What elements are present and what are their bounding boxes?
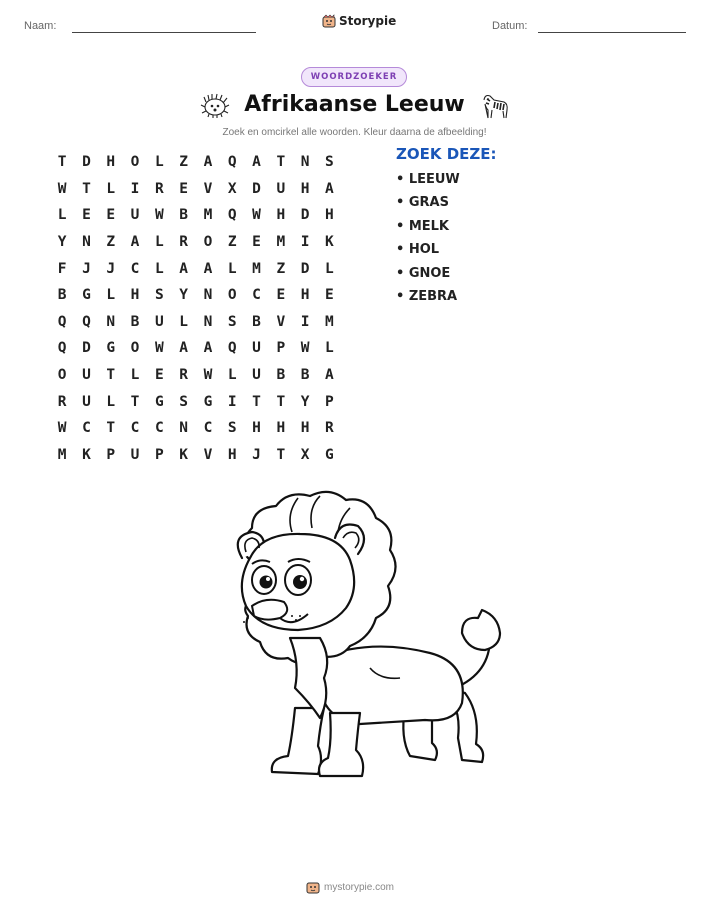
name-label: Naam: [24,20,57,32]
grid-letter[interactable]: C [130,420,140,437]
grid-letter[interactable]: C [203,420,213,437]
grid-letter[interactable]: M [276,234,286,251]
worksheet-type-badge: WOORDZOEKER [301,67,407,87]
grid-letter[interactable]: T [106,420,116,437]
word-list-item: • HOL [396,242,440,258]
grid-row [50,362,342,389]
grid-letter[interactable]: D [82,154,91,171]
grid-letter[interactable]: H [325,207,334,224]
grid-letter[interactable]: U [130,207,140,224]
grid-letter[interactable]: L [130,367,140,384]
zebra-icon [478,92,510,122]
grid-letter[interactable]: D [300,207,310,224]
find-list-title: ZOEK DEZE: [396,145,497,163]
grid-letter[interactable]: W [203,367,213,384]
grid-row [50,388,342,415]
grid-row [50,229,342,256]
grid-letter[interactable]: O [227,287,237,304]
grid-letter[interactable]: H [130,287,140,304]
grid-letter[interactable]: E [325,287,334,304]
grid-letter[interactable]: A [179,260,188,277]
grid-letter[interactable]: Y [57,234,67,251]
grid-letter[interactable]: N [203,313,213,330]
grid-letter[interactable]: U [82,367,91,384]
grid-letter[interactable]: Q [57,340,67,357]
grid-letter[interactable]: G [106,340,116,357]
grid-letter[interactable]: U [252,367,261,384]
grid-letter[interactable]: V [203,446,213,463]
grid-row [50,309,342,336]
grid-letter[interactable]: T [276,154,286,171]
grid-row [50,176,342,203]
word-list-item: • LEEUW [396,172,460,187]
grid-letter[interactable]: G [82,287,91,304]
grid-letter[interactable]: L [106,287,116,304]
grid-letter[interactable]: Z [227,234,237,251]
grid-letter[interactable]: S [179,393,188,410]
storypie-logo-icon [306,880,320,894]
grid-letter[interactable]: B [57,287,67,304]
grid-letter[interactable]: J [106,260,116,277]
grid-letter[interactable]: T [130,393,140,410]
grid-letter[interactable]: L [154,154,164,171]
grid-letter[interactable]: R [179,234,188,251]
grid-letter[interactable]: H [276,420,286,437]
grid-letter[interactable]: S [227,420,237,437]
grid-letter[interactable]: T [82,180,91,197]
grid-letter[interactable]: W [57,420,67,437]
date-line [538,32,686,33]
grid-letter[interactable]: K [179,446,188,463]
grid-letter[interactable]: E [179,180,188,197]
grid-letter[interactable]: D [300,260,310,277]
grid-letter[interactable]: E [154,367,164,384]
grid-letter[interactable]: B [276,367,286,384]
storypie-logo-icon [322,14,336,28]
grid-letter[interactable]: H [276,207,286,224]
grid-letter[interactable]: Y [300,393,310,410]
grid-letter[interactable]: D [252,180,261,197]
grid-letter[interactable]: W [57,180,67,197]
grid-letter[interactable]: U [154,313,164,330]
grid-letter[interactable]: H [252,420,261,437]
grid-row [50,442,342,469]
grid-letter[interactable]: L [179,313,188,330]
footer [306,880,394,894]
grid-letter[interactable]: M [203,207,213,224]
grid-letter[interactable]: C [154,420,164,437]
grid-letter[interactable]: U [252,340,261,357]
grid-letter[interactable]: L [106,393,116,410]
grid-letter[interactable]: W [154,207,164,224]
grid-letter[interactable]: Q [82,313,91,330]
grid-letter[interactable]: O [57,367,67,384]
grid-letter[interactable]: W [154,340,164,357]
grid-letter[interactable]: Q [57,313,67,330]
grid-letter[interactable]: N [300,154,310,171]
grid-letter[interactable]: S [154,287,164,304]
grid-letter[interactable]: I [227,393,237,410]
grid-letter[interactable]: Y [179,287,188,304]
grid-letter[interactable]: V [203,180,213,197]
grid-letter[interactable]: T [276,446,286,463]
grid-letter[interactable]: L [154,234,164,251]
grid-letter[interactable]: H [300,180,310,197]
grid-letter[interactable]: A [203,340,213,357]
word-list-item: • MELK [396,218,450,234]
grid-letter[interactable]: N [179,420,188,437]
grid-letter[interactable]: H [300,287,310,304]
grid-letter[interactable]: E [276,287,286,304]
grid-letter[interactable]: O [130,340,140,357]
grid-row [50,282,342,309]
grid-row [50,255,342,282]
grid-row [50,415,342,442]
grid-letter[interactable]: U [130,446,140,463]
grid-letter[interactable]: P [325,393,334,410]
grid-letter[interactable]: N [106,313,116,330]
grid-letter[interactable]: S [227,313,237,330]
grid-letter[interactable]: J [252,446,261,463]
grid-letter[interactable]: E [106,207,116,224]
grid-letter[interactable]: B [300,367,310,384]
grid-letter[interactable]: W [252,207,261,224]
instructions: Zoek en omcirkel alle woorden. Kleur daarna de afbeelding! [222,127,487,138]
grid-letter[interactable]: A [203,260,213,277]
grid-letter[interactable]: I [130,180,140,197]
grid-letter[interactable]: G [325,446,334,463]
grid-letter[interactable]: B [179,207,188,224]
grid-letter[interactable]: I [300,313,310,330]
grid-letter[interactable]: L [154,260,164,277]
grid-letter[interactable]: V [276,313,286,330]
grid-letter[interactable]: U [276,180,286,197]
grid-letter[interactable]: G [154,393,164,410]
name-line [72,32,256,33]
grid-letter[interactable]: Q [227,340,237,357]
grid-letter[interactable]: U [82,393,91,410]
grid-letter[interactable]: Z [276,260,286,277]
grid-letter[interactable]: B [252,313,261,330]
grid-letter[interactable]: L [227,367,237,384]
grid-letter[interactable]: Q [227,154,237,171]
grid-letter[interactable]: A [179,340,188,357]
grid-letter[interactable]: E [252,234,261,251]
grid-letter[interactable]: Q [227,207,237,224]
grid-letter[interactable]: A [325,367,334,384]
grid-letter[interactable]: P [106,446,116,463]
word-search-grid [50,149,342,468]
lion-illustration [200,488,510,798]
grid-letter[interactable]: K [82,446,91,463]
word-list [396,172,460,312]
grid-letter[interactable]: O [130,154,140,171]
grid-letter[interactable]: E [82,207,91,224]
grid-letter[interactable]: Z [106,234,116,251]
grid-letter[interactable]: H [227,446,237,463]
grid-letter[interactable]: K [325,234,334,251]
grid-letter[interactable]: L [325,340,334,357]
grid-letter[interactable]: N [203,287,213,304]
grid-letter[interactable]: T [57,154,67,171]
date-label: Datum: [492,20,528,32]
grid-letter[interactable]: P [154,446,164,463]
grid-letter[interactable]: A [252,154,261,171]
grid-letter[interactable]: C [82,420,91,437]
grid-letter[interactable]: I [300,234,310,251]
grid-letter[interactable]: R [57,393,67,410]
grid-letter[interactable]: S [325,154,334,171]
grid-letter[interactable]: H [300,420,310,437]
grid-letter[interactable]: A [325,180,334,197]
grid-letter[interactable]: X [300,446,310,463]
grid-letter[interactable]: O [203,234,213,251]
grid-letter[interactable]: G [203,393,213,410]
grid-letter[interactable]: J [82,260,91,277]
grid-letter[interactable]: L [57,207,67,224]
grid-letter[interactable]: L [227,260,237,277]
grid-letter[interactable]: L [106,180,116,197]
grid-letter[interactable]: C [130,260,140,277]
grid-letter[interactable]: T [106,367,116,384]
grid-letter[interactable]: F [57,260,67,277]
grid-letter[interactable]: N [82,234,91,251]
grid-letter[interactable]: L [325,260,334,277]
grid-row [50,202,342,229]
grid-letter[interactable]: T [252,393,261,410]
grid-letter[interactable]: M [325,313,334,330]
grid-row [50,149,342,176]
grid-letter[interactable]: Z [179,154,188,171]
grid-letter[interactable]: M [252,260,261,277]
brand [322,14,396,28]
grid-row [50,335,342,362]
grid-letter[interactable]: A [203,154,213,171]
grid-letter[interactable]: R [179,367,188,384]
word-list-item: • ZEBRA [396,288,458,304]
grid-letter[interactable]: C [252,287,261,304]
grid-letter[interactable]: R [154,180,164,197]
footer-url[interactable]: mystorypie.com [324,881,395,893]
grid-letter[interactable]: W [300,340,310,357]
page-title: Afrikaanse Leeuw [244,92,465,117]
brand-name: Storypie [339,14,397,28]
grid-letter[interactable]: H [106,154,116,171]
grid-letter[interactable]: X [227,180,237,197]
grid-letter[interactable]: M [57,446,67,463]
grid-letter[interactable]: A [130,234,140,251]
grid-letter[interactable]: D [82,340,91,357]
grid-letter[interactable]: P [276,340,286,357]
word-list-item: • GRAS [396,195,449,211]
grid-letter[interactable]: R [325,420,334,437]
word-list-item: • GNOE [396,265,451,281]
grid-letter[interactable]: T [276,393,286,410]
grid-letter[interactable]: B [130,313,140,330]
